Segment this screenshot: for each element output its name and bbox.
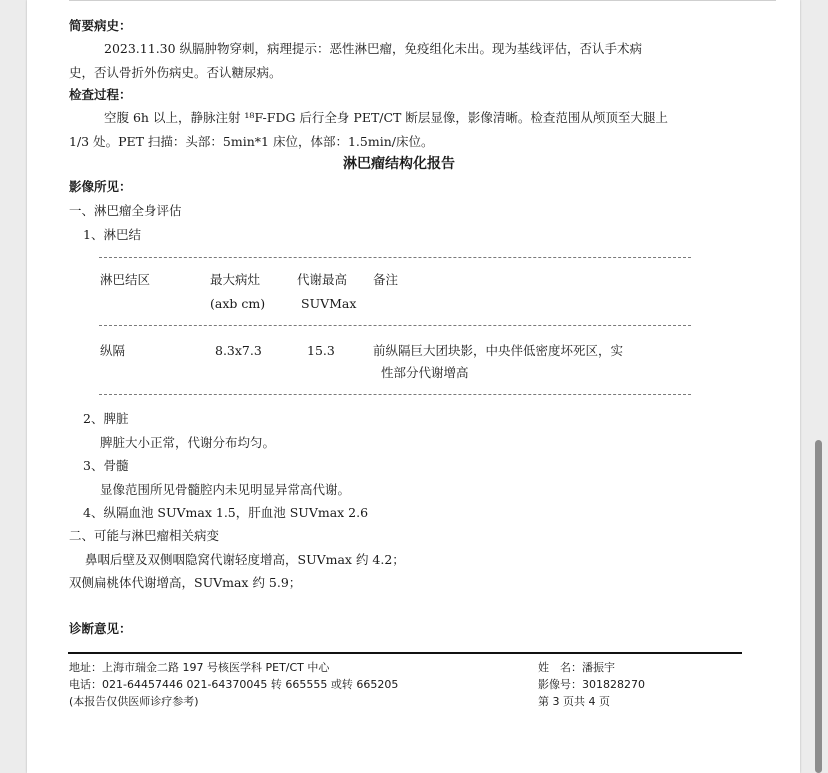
history-heading: 简要病史：: [69, 18, 132, 33]
footer-image-number: 影像号：301828270: [538, 678, 645, 691]
procedure-heading: 检查过程：: [69, 87, 132, 102]
top-divider: [69, 0, 776, 1]
row-note-line-2: 性部分代谢增高: [381, 365, 469, 380]
table-top-rule: [99, 257, 691, 258]
scrollbar-thumb[interactable]: [815, 440, 822, 773]
row-suv: 15.3: [307, 343, 335, 358]
table-subheader-size: (axb cm): [210, 296, 266, 311]
section-1-title: 一、淋巴瘤全身评估: [69, 203, 182, 218]
table-header-region: 淋巴结区: [100, 272, 151, 287]
row-note-line-1: 前纵隔巨大团块影，中央伴低密度坏死区，实: [373, 343, 624, 358]
footer-divider: [68, 652, 742, 654]
report-title: 淋巴瘤结构化报告: [343, 156, 455, 172]
table-header-note: 备注: [373, 272, 399, 287]
section-2-line-2: 双侧扁桃体代谢增高，SUVmax 约 5.9；: [69, 575, 302, 590]
diagnosis-heading: 诊断意见：: [69, 621, 132, 636]
row-region: 纵隔: [100, 343, 126, 358]
procedure-line-2: 1/3 处。PET 扫描：头部：5min*1 床位，体部：1.5min/床位。: [69, 134, 434, 149]
footer-disclaimer: (本报告仅供医师诊疗参考): [69, 695, 199, 708]
report-page: [27, 0, 800, 773]
table-subheader-suv: SUVMax: [301, 296, 357, 311]
footer-patient-name: 姓 名：潘振宇: [538, 661, 615, 674]
procedure-line-1: 空腹 6h 以上，静脉注射 ¹⁸F-FDG 后行全身 PET/CT 断层显像，影像清晰。检查范围从颅顶至大腿上: [104, 110, 668, 125]
footer-address: 地址：上海市瑞金二路 197 号核医学科 PET/CT 中心: [69, 661, 330, 674]
footer-phone: 电话：021-64457446 021-64370045 转 665555 或转 665205: [69, 678, 399, 691]
row-size: 8.3x7.3: [215, 343, 262, 358]
history-line-1: 2023.11.30 纵膈肿物穿刺，病理提示：恶性淋巴瘤，免疫组化未出。现为基线评估，否认手术病: [104, 41, 643, 56]
table-header-size: 最大病灶: [210, 272, 261, 287]
findings-heading: 影像所见：: [69, 179, 132, 194]
bone-marrow-text: 显像范围所见骨髓腔内未见明显异常高代谢。: [100, 482, 351, 497]
subsection-bone-marrow: 3、骨髓: [83, 458, 129, 473]
table-header-rule: [99, 325, 691, 326]
table-header-suv: 代谢最高: [297, 272, 348, 287]
table-bottom-rule: [99, 394, 691, 395]
footer-page-number: 第 3 页共 4 页: [538, 695, 610, 708]
subsection-lymph-nodes: 1、淋巴结: [83, 227, 141, 242]
section-2-title: 二、可能与淋巴瘤相关病变: [69, 528, 220, 543]
section-2-line-1: 鼻咽后壁及双侧咽隐窝代谢轻度增高，SUVmax 约 4.2；: [85, 552, 405, 567]
subsection-spleen: 2、脾脏: [83, 411, 129, 426]
history-line-2: 史，否认骨折外伤病史。否认糖尿病。: [69, 65, 282, 80]
spleen-text: 脾脏大小正常，代谢分布均匀。: [100, 435, 276, 450]
subsection-blood-pool: 4、纵隔血池 SUVmax 1.5，肝血池 SUVmax 2.6: [83, 505, 369, 520]
